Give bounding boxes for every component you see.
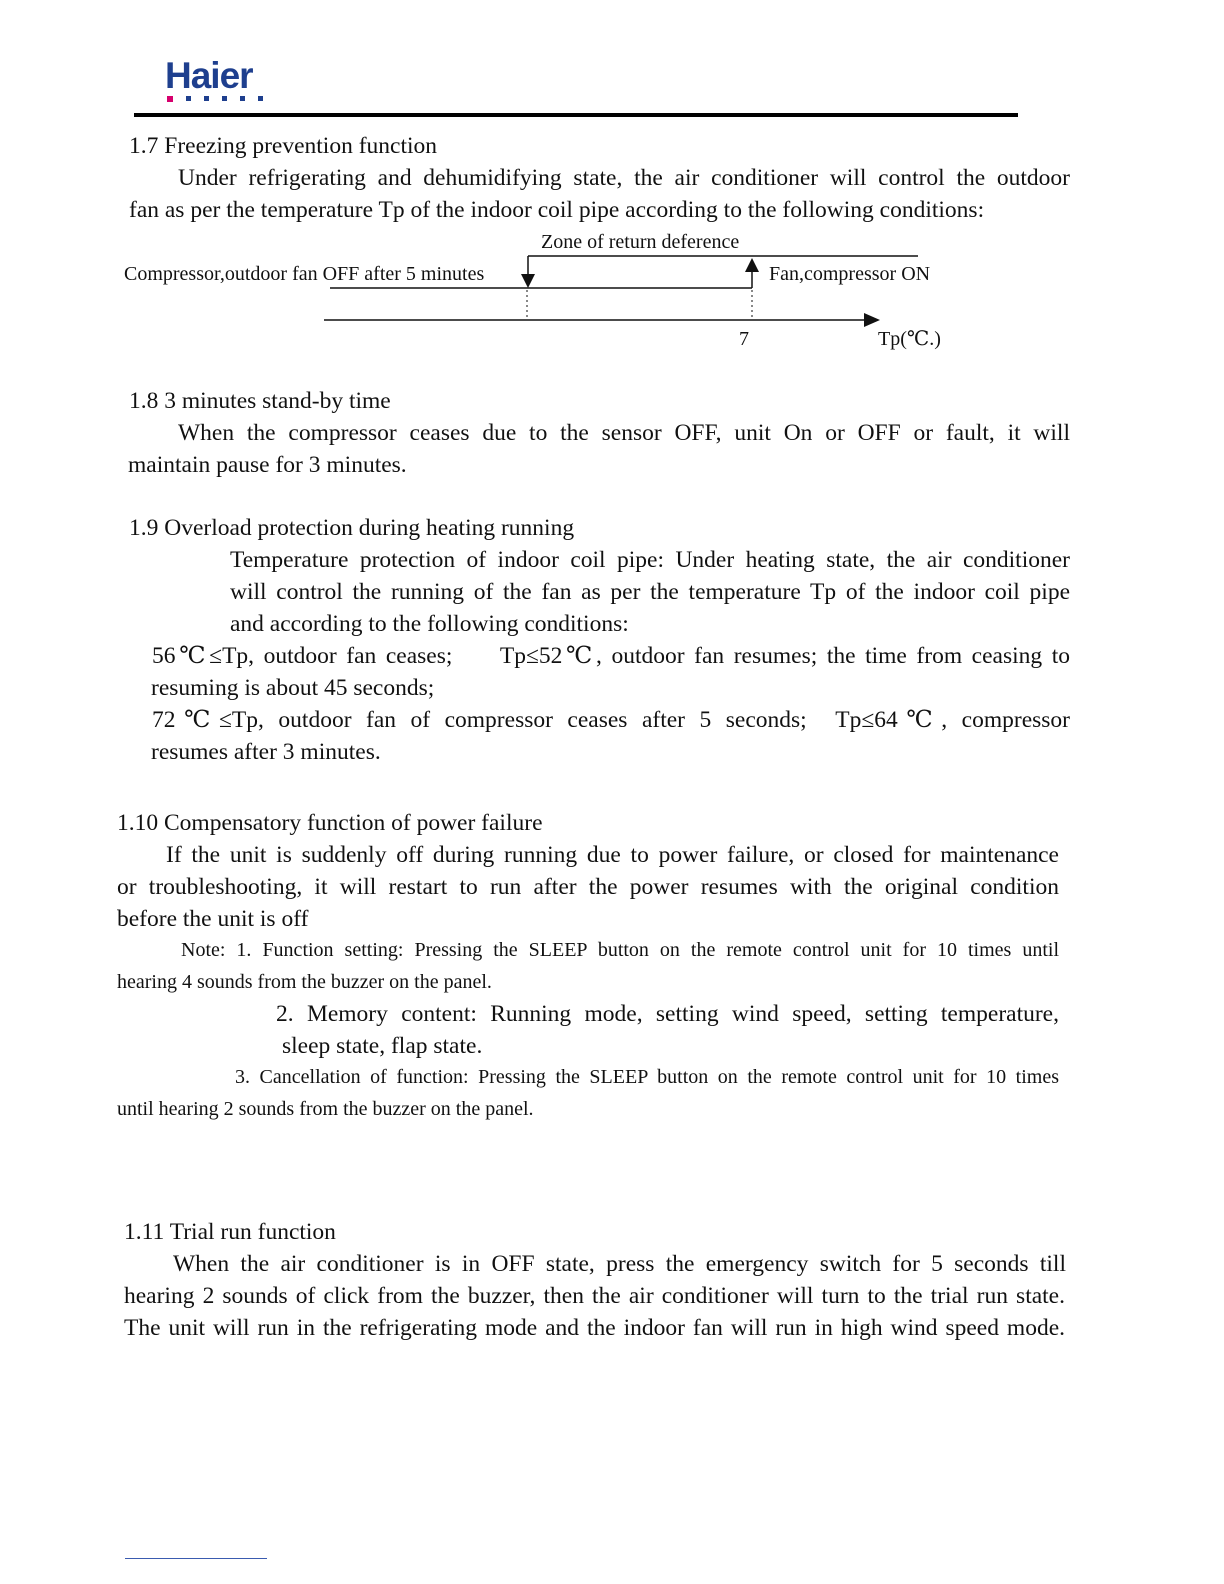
s19-intro-1: Temperature protection of indoor coil pipe: Under heating state, the air conditioner <box>230 547 1070 573</box>
on-label: Fan,compressor ON <box>769 263 931 285</box>
s110-line-1: If the unit is suddenly off during running due to power failure, or closed for maintenance <box>166 842 1059 868</box>
tick-label-7: 7 <box>739 328 749 350</box>
s110-line-2: or troubleshooting, it will restart to run after the power resumes with the original condition <box>117 874 1059 900</box>
s19-intro-3: and according to the following conditions: <box>230 611 629 637</box>
s110-note2-1: 2. Memory content: Running mode, setting wind speed, setting temperature, <box>276 1001 1059 1027</box>
brand-logo: Haier <box>165 55 253 96</box>
s19-cond2-1: 72℃≤Tp, outdoor fan of compressor ceases after 5 seconds; Tp≤64℃, compressor <box>152 707 1070 733</box>
s110-note2-2: sleep state, flap state. <box>282 1033 483 1059</box>
down-arrow-head <box>521 274 535 288</box>
tp-axis-arrow <box>864 313 880 327</box>
s110-note1-1: Note: 1. Function setting: Pressing the SLEEP button on the remote control unit for 10 times until <box>181 939 1059 961</box>
s19-intro-2: will control the running of the fan as per the temperature Tp of the indoor coil pipe <box>230 579 1070 605</box>
s17-line-1: Under refrigerating and dehumidifying state, the air conditioner will control the outdoor <box>178 165 1070 191</box>
s110-note3-2: until hearing 2 sounds from the buzzer on the panel. <box>117 1098 534 1120</box>
s19-cond1-2: resuming is about 45 seconds; <box>151 675 435 701</box>
zone-label: Zone of return deference <box>541 231 740 253</box>
section-1-8-heading: 1.8 3 minutes stand-by time <box>129 388 391 414</box>
s17-line-2: fan as per the temperature Tp of the indoor coil pipe according to the following conditions: <box>129 197 985 223</box>
up-arrow-head <box>745 258 759 272</box>
off-label: Compressor,outdoor fan OFF after 5 minutes <box>124 263 485 285</box>
s19-cond1-1: 56℃≤Tp, outdoor fan ceases; Tp≤52℃, outdoor fan resumes; the time from ceasing to <box>152 643 1070 669</box>
s111-line-2: hearing 2 sounds of click from the buzzer, then the air conditioner will turn to the trial run state. <box>124 1283 1065 1309</box>
section-1-11-heading: 1.11 Trial run function <box>124 1219 336 1245</box>
s18-line-2: maintain pause for 3 minutes. <box>128 452 407 478</box>
s110-line-3: before the unit is off <box>117 906 309 932</box>
s110-note1-2: hearing 4 sounds from the buzzer on the panel. <box>117 971 492 993</box>
s19-cond2-2: resumes after 3 minutes. <box>151 739 381 765</box>
s18-line-1: When the compressor ceases due to the sensor OFF, unit On or OFF or fault, it will <box>178 420 1070 446</box>
s111-line-1: When the air conditioner is in OFF state, press the emergency switch for 5 seconds till <box>173 1251 1066 1277</box>
section-1-9-heading: 1.9 Overload protection during heating running <box>129 515 575 541</box>
s111-line-3: The unit will run in the refrigerating mode and the indoor fan will run in high wind speed mode. <box>124 1315 1065 1341</box>
axis-label: Tp(℃.) <box>878 328 941 350</box>
footer-rule <box>125 1558 267 1559</box>
s110-note3-1: 3. Cancellation of function: Pressing the SLEEP button on the remote control unit for 10 times <box>235 1066 1059 1088</box>
section-1-7-heading: 1.7 Freezing prevention function <box>129 133 438 159</box>
section-1-10-heading: 1.10 Compensatory function of power failure <box>117 810 543 836</box>
